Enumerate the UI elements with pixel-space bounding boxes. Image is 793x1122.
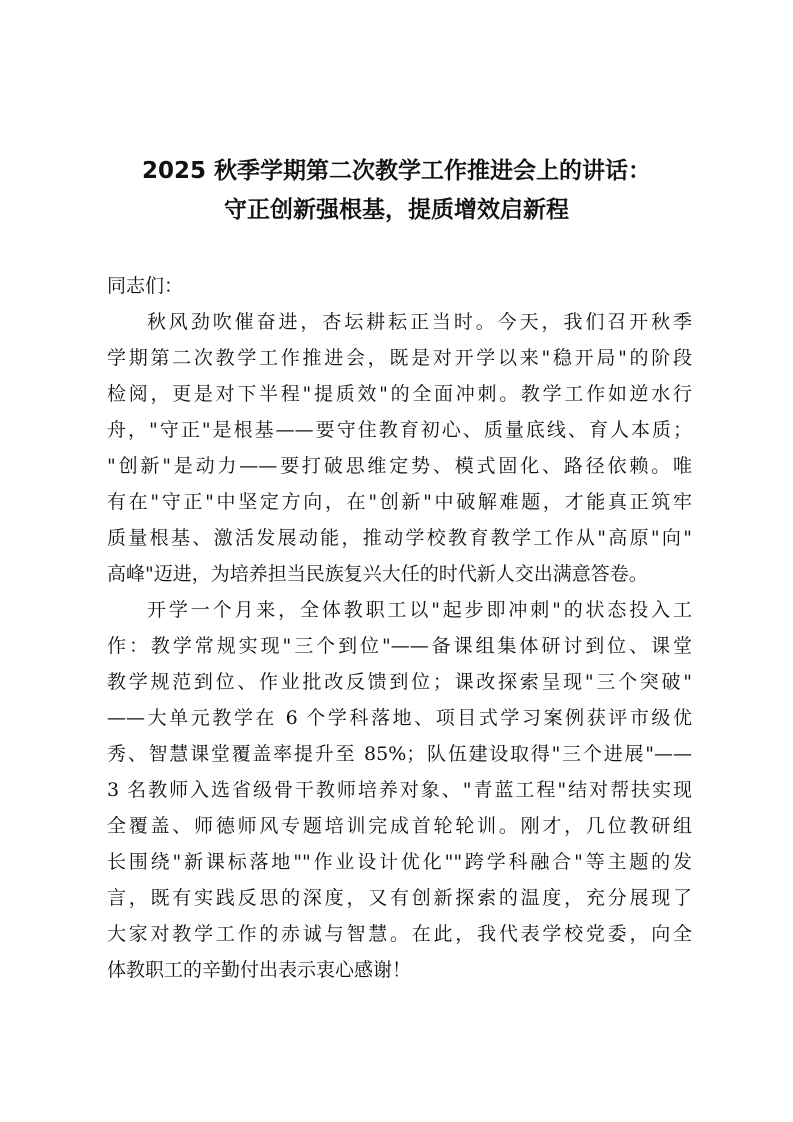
document-body [107, 268, 692, 988]
paragraph-line: 言，既有实践反思的深度，又有创新探索的温度，充分展现了 [107, 887, 692, 909]
paragraph-line: 有在"守正"中坚定方向，在"创新"中破解难题，才能真正筑牢 [107, 491, 692, 513]
paragraph-line: 教学规范到位、作业批改反馈到位；课改探索呈现"三个突破" [107, 671, 692, 693]
paragraph-line: 学期第二次教学工作推进会，既是对开学以来"稳开局"的阶段 [107, 347, 692, 369]
paragraph-line: 高峰"迈进，为培养担当民族复兴大任的时代新人交出满意答卷。 [107, 563, 648, 585]
paragraph-line: 全覆盖、师德师风专题培训完成首轮轮训。刚才，几位教研组 [107, 815, 692, 837]
paragraph-line: 秀、智慧课堂覆盖率提升至 85%；队伍建设取得"三个进展"—— [107, 743, 692, 765]
paragraph-line: 3 名教师入选省级骨干教师培养对象、"青蓝工程"结对帮扶实现 [107, 779, 692, 801]
paragraph [107, 592, 692, 988]
paragraph-line: 开学一个月来，全体教职工以"起步即冲刺"的状态投入工 [147, 599, 692, 621]
document-title-line-2: 守正创新强根基，提质增效启新程 [224, 197, 569, 223]
paragraph-line: 大家对教学工作的赤诚与智慧。在此，我代表学校党委，向全 [107, 923, 692, 945]
paragraph-line: 质量根基、激活发展动能，推动学校教育教学工作从"高原"向" [107, 527, 692, 549]
salutation: 同志们： [107, 275, 184, 297]
paragraph-line: 秋风劲吹催奋进，杏坛耕耘正当时。今天，我们召开秋季 [147, 311, 692, 333]
paragraph-line: 检阅，更是对下半程"提质效"的全面冲刺。教学工作如逆水行 [107, 383, 692, 405]
paragraph [107, 304, 692, 592]
paragraph-line: 作：教学常规实现"三个到位"——备课组集体研讨到位、课堂 [107, 635, 692, 657]
paragraph-line: 长围绕"新课标落地""作业设计优化""跨学科融合"等主题的发 [107, 851, 692, 873]
document-title-line-1: 2025 秋季学期第二次教学工作推进会上的讲话： [141, 158, 652, 184]
paragraph-line: 体教职工的辛勤付出表示衷心感谢！ [107, 959, 412, 981]
paragraph-line: 舟，"守正"是根基——要守住教育初心、质量底线、育人本质； [107, 419, 692, 441]
paragraph-line: ——大单元教学在 6 个学科落地、项目式学习案例获评市级优 [107, 707, 692, 729]
paragraph-line: "创新"是动力——要打破思维定势、模式固化、路径依赖。唯 [107, 455, 692, 477]
